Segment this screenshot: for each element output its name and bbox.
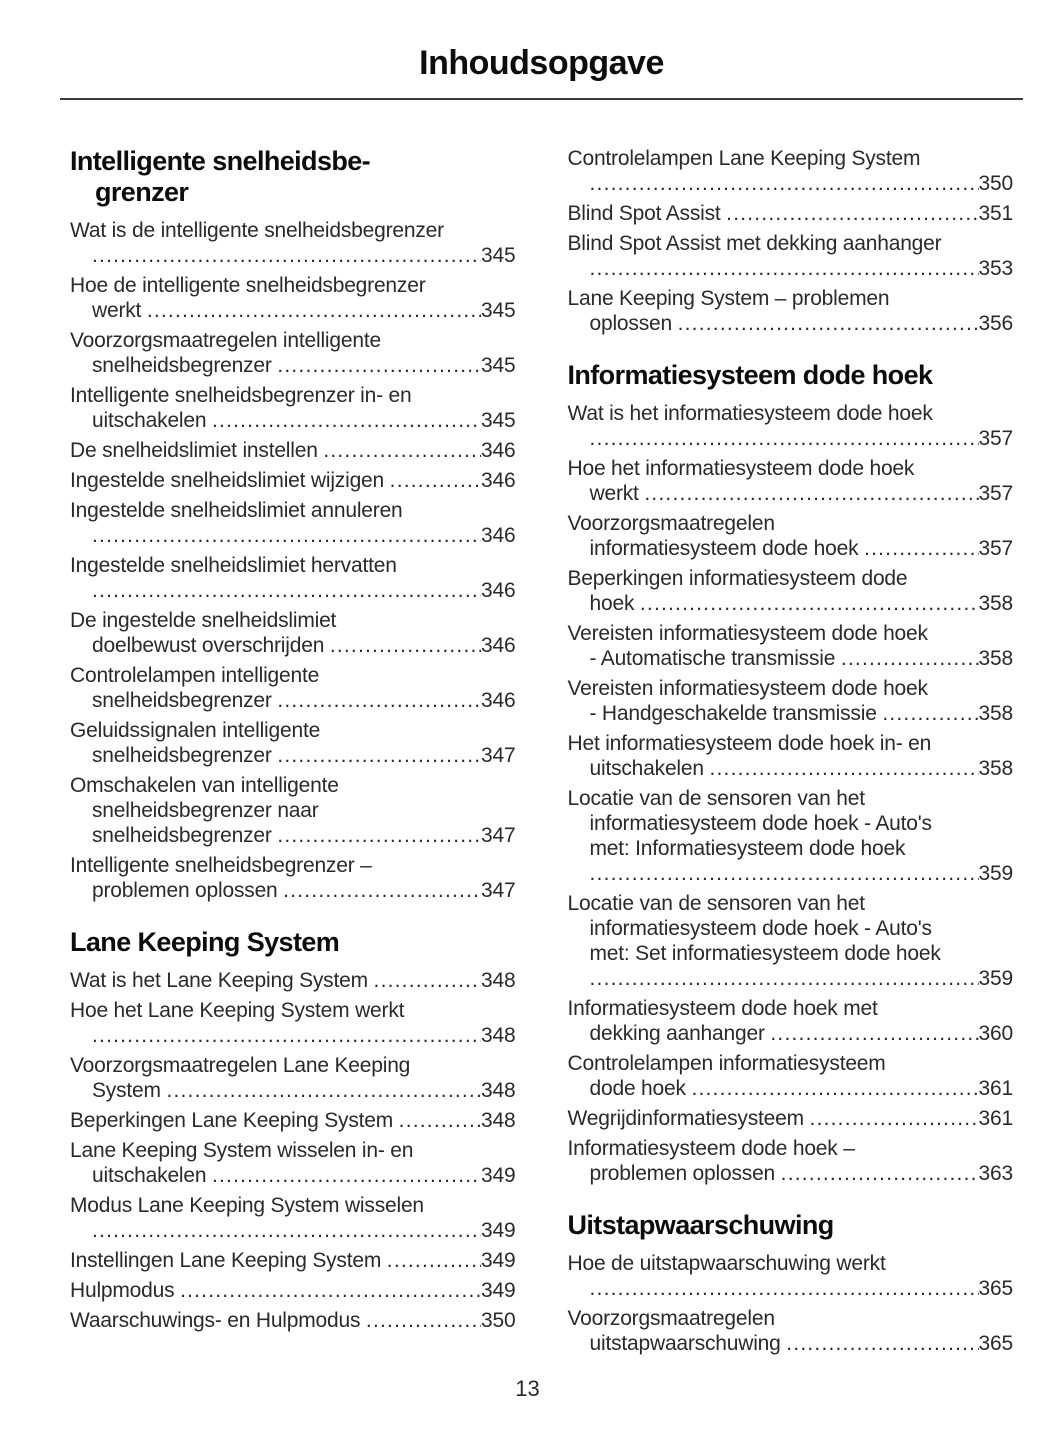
section-heading-line: Lane Keeping System [70, 927, 340, 957]
entry-text: snelheidsbegrenzer [92, 744, 278, 767]
entry-line: De ingestelde snelheidslimiet [70, 609, 337, 632]
page-number-ref: 350 [978, 172, 1013, 195]
entry-text: werkt [589, 482, 645, 505]
section-heading-line: grenzer [95, 177, 189, 207]
dot-leader [92, 1218, 481, 1243]
dot-leader [590, 1276, 979, 1301]
page-number-ref: 361 [978, 1077, 1013, 1100]
footer-page-number: 13 [515, 1376, 540, 1401]
page-number-ref: 346 [481, 579, 516, 602]
entry-last-line [568, 591, 1014, 616]
page-number-ref: 350 [481, 1309, 516, 1332]
toc-entry [568, 1051, 1014, 1101]
page-number-ref: 348 [481, 1079, 516, 1102]
toc-entry [568, 1306, 1014, 1356]
page-number-ref: 346 [481, 469, 516, 492]
section-heading [568, 1210, 1014, 1241]
toc-entry [568, 286, 1014, 336]
entry-last-line [70, 1278, 516, 1303]
toc-section [70, 927, 516, 1333]
entry-line: snelheidsbegrenzer naar [92, 799, 319, 822]
toc-columns [70, 146, 1013, 1361]
entry-text: De snelheidslimiet instellen [70, 439, 324, 462]
toc-entry [568, 891, 1014, 991]
page-number-ref: 360 [978, 1022, 1013, 1045]
dot-leader [864, 536, 978, 561]
dot-leader [644, 481, 978, 506]
entry-text: System [92, 1079, 167, 1102]
entry-last-line [568, 1276, 1014, 1301]
page-number-ref: 347 [481, 879, 516, 902]
toc-entry [568, 996, 1014, 1046]
dot-leader [277, 823, 481, 848]
page-number-ref: 348 [481, 1024, 516, 1047]
section-heading-line: Informatiesysteem dode hoek [567, 360, 933, 390]
page-number-ref: 347 [481, 824, 516, 847]
toc-entry [568, 231, 1014, 281]
toc-entry [70, 328, 516, 378]
section-heading [70, 927, 516, 958]
entry-text: snelheidsbegrenzer [92, 689, 278, 712]
page-number-ref: 346 [481, 439, 516, 462]
page-number-ref: 363 [978, 1162, 1013, 1185]
toc-entry [70, 1138, 516, 1188]
dot-leader [841, 646, 979, 671]
entry-text: - Handgeschakelde transmissie [589, 702, 883, 725]
entry-last-line [70, 823, 516, 848]
toc-entry [70, 273, 516, 323]
entry-last-line [568, 426, 1014, 451]
entry-last-line [70, 1218, 516, 1243]
entry-text: hoek [589, 592, 640, 615]
toc-entry [70, 1193, 516, 1243]
entry-line: Informatiesysteem dode hoek met [567, 997, 878, 1020]
toc-entry [568, 566, 1014, 616]
dot-leader [691, 1076, 978, 1101]
toc-entry [568, 786, 1014, 886]
toc-entry [70, 1053, 516, 1103]
page-number-ref: 358 [978, 702, 1013, 725]
entry-line: Voorzorgsmaatregelen intelligente [70, 329, 381, 352]
entry-text: Wegrijdinformatiesysteem [567, 1107, 810, 1130]
entry-line: Beperkingen informatiesysteem dode [567, 567, 908, 590]
entry-text: dode hoek [589, 1077, 692, 1100]
dot-leader [277, 353, 481, 378]
dot-leader [709, 756, 978, 781]
entry-line: Controlelampen informatiesysteem [567, 1052, 886, 1075]
dot-leader [678, 311, 979, 336]
page-number-ref: 347 [481, 744, 516, 767]
dot-leader [283, 878, 481, 903]
entry-last-line [568, 311, 1014, 336]
dot-leader [212, 408, 481, 433]
dot-leader [640, 591, 979, 616]
toc-entry [70, 438, 516, 463]
dot-leader [166, 1078, 481, 1103]
dot-leader [590, 426, 979, 451]
entry-text: Blind Spot Assist [567, 202, 727, 225]
entry-last-line [568, 1331, 1014, 1356]
dot-leader [590, 861, 979, 886]
dot-leader [277, 743, 481, 768]
entry-last-line [70, 408, 516, 433]
dot-leader [330, 633, 481, 658]
dot-leader [374, 968, 482, 993]
toc-entry [70, 498, 516, 548]
section-heading-line: Uitstapwaarschuwing [567, 1210, 834, 1240]
entry-last-line [568, 861, 1014, 886]
entry-line: Omschakelen van intelligente [70, 774, 339, 797]
entry-text: Beperkingen Lane Keeping System [70, 1109, 399, 1132]
entry-line: Geluidssignalen intelligente [70, 719, 321, 742]
entry-last-line [70, 878, 516, 903]
entry-line: Voorzorgsmaatregelen [567, 512, 775, 535]
entry-line: Voorzorgsmaatregelen [567, 1307, 775, 1330]
entry-text: Waarschuwings- en Hulpmodus [70, 1309, 366, 1332]
page-number-ref: 346 [481, 634, 516, 657]
entry-line: Vereisten informatiesysteem dode hoek [567, 622, 928, 645]
toc-entry [70, 773, 516, 848]
entry-last-line [70, 968, 516, 993]
dot-leader [882, 701, 978, 726]
toc-entry [568, 1251, 1014, 1301]
entry-last-line [70, 1308, 516, 1333]
dot-leader [590, 171, 979, 196]
entry-line: Modus Lane Keeping System wisselen [70, 1194, 424, 1217]
toc-entry [70, 1108, 516, 1133]
page-number-ref: 345 [481, 409, 516, 432]
toc-entry [568, 511, 1014, 561]
section-heading [70, 146, 516, 208]
page-number-ref: 345 [481, 299, 516, 322]
page-number-ref: 357 [978, 482, 1013, 505]
entry-last-line [568, 1021, 1014, 1046]
entry-line: Hoe het informatiesysteem dode hoek [567, 457, 915, 480]
toc-column [70, 146, 516, 1361]
entry-last-line [70, 1078, 516, 1103]
entry-last-line [70, 1248, 516, 1273]
dot-leader [277, 688, 481, 713]
toc-entry [70, 718, 516, 768]
toc-entry [70, 998, 516, 1048]
entry-last-line [70, 298, 516, 323]
entry-line: Locatie van de sensoren van het [567, 787, 865, 810]
page-number-ref: 345 [481, 244, 516, 267]
toc-entry [568, 201, 1014, 226]
dot-leader [590, 966, 979, 991]
page-number-ref: 349 [481, 1219, 516, 1242]
page-number-ref: 349 [481, 1279, 516, 1302]
page-number-ref: 358 [978, 592, 1013, 615]
entry-text: Ingestelde snelheidslimiet wijzigen [70, 469, 390, 492]
dot-leader [180, 1278, 481, 1303]
title-divider [60, 98, 1023, 100]
entry-text: uitschakelen [92, 409, 212, 432]
entry-line: Controlelampen intelligente [70, 664, 320, 687]
page-number-ref: 357 [978, 427, 1013, 450]
page-number-ref: 359 [978, 967, 1013, 990]
toc-entry [70, 1278, 516, 1303]
entry-last-line [568, 1076, 1014, 1101]
page-number-ref: 351 [978, 202, 1013, 225]
entry-last-line [70, 1108, 516, 1133]
entry-last-line [568, 171, 1014, 196]
entry-text: uitschakelen [589, 757, 710, 780]
toc-entry [70, 1308, 516, 1333]
entry-line: Hoe de intelligente snelheidsbegrenzer [70, 274, 426, 297]
toc-entry [568, 1106, 1014, 1131]
page-number-ref: 365 [978, 1277, 1013, 1300]
entry-last-line [568, 481, 1014, 506]
entry-last-line [568, 646, 1014, 671]
page-number-ref: 346 [481, 689, 516, 712]
entry-last-line [70, 578, 516, 603]
entry-line: Wat is het informatiesysteem dode hoek [567, 402, 933, 425]
dot-leader [770, 1021, 978, 1046]
page-title: Inhoudsopgave [419, 44, 664, 82]
dot-leader [323, 438, 481, 463]
entry-text: Wat is het Lane Keeping System [70, 969, 374, 992]
entry-last-line [70, 353, 516, 378]
entry-line: Wat is de intelligente snelheidsbegrenzer [70, 219, 444, 242]
toc-entry [70, 663, 516, 713]
entry-text: snelheidsbegrenzer [92, 354, 278, 377]
toc-entry [568, 401, 1014, 451]
entry-last-line [70, 743, 516, 768]
toc-entry [568, 1136, 1014, 1186]
entry-text: dekking aanhanger [589, 1022, 771, 1045]
page-number-ref: 356 [978, 312, 1013, 335]
dot-leader [92, 1023, 481, 1048]
section-heading [568, 360, 1014, 391]
entry-line: Hoe de uitstapwaarschuwing werkt [567, 1252, 886, 1275]
dot-leader [147, 298, 481, 323]
toc-entry [70, 1248, 516, 1273]
entry-text: oplossen [589, 312, 678, 335]
dot-leader [366, 1308, 481, 1333]
entry-line: met: Informatiesysteem dode hoek [589, 837, 906, 860]
entry-line: informatiesysteem dode hoek - Auto's [589, 812, 932, 835]
dot-leader [726, 201, 978, 226]
dot-leader [399, 1108, 481, 1133]
toc-entry [70, 968, 516, 993]
entry-line: Locatie van de sensoren van het [567, 892, 865, 915]
entry-line: Ingestelde snelheidslimiet hervatten [70, 554, 397, 577]
dot-leader [92, 243, 481, 268]
dot-leader [92, 578, 481, 603]
entry-last-line [70, 1023, 516, 1048]
entry-text: Instellingen Lane Keeping System [70, 1249, 387, 1272]
entry-text: informatiesysteem dode hoek [589, 537, 865, 560]
entry-line: Controlelampen Lane Keeping System [567, 147, 921, 170]
toc-entry [568, 456, 1014, 506]
page-number-ref: 359 [978, 862, 1013, 885]
entry-last-line [70, 633, 516, 658]
entry-line: informatiesysteem dode hoek - Auto's [589, 917, 932, 940]
toc-section [568, 1210, 1014, 1356]
entry-line: Intelligente snelheidsbegrenzer in- en [70, 384, 412, 407]
entry-text: snelheidsbegrenzer [92, 824, 278, 847]
entry-line: Intelligente snelheidsbegrenzer – [70, 854, 372, 877]
page-number-ref: 348 [481, 969, 516, 992]
page-number-ref: 353 [978, 257, 1013, 280]
entry-line: Blind Spot Assist met dekking aanhanger [567, 232, 942, 255]
toc-section [568, 146, 1014, 336]
toc-section [568, 360, 1014, 1186]
dot-leader [390, 468, 481, 493]
entry-last-line [568, 966, 1014, 991]
entry-last-line [70, 438, 516, 463]
dot-leader [590, 256, 979, 281]
entry-text: werkt [92, 299, 147, 322]
toc-entry [70, 383, 516, 433]
entry-line: Ingestelde snelheidslimiet annuleren [70, 499, 403, 522]
toc-entry [70, 553, 516, 603]
page-number-ref: 348 [481, 1109, 516, 1132]
page-number-ref: 345 [481, 354, 516, 377]
entry-last-line [70, 523, 516, 548]
entry-last-line [568, 1161, 1014, 1186]
entry-line: Het informatiesysteem dode hoek in- en [567, 732, 932, 755]
entry-last-line [70, 1163, 516, 1188]
toc-entry [568, 621, 1014, 671]
toc-entry [70, 468, 516, 493]
entry-text: uitstapwaarschuwing [589, 1332, 787, 1355]
page-number-ref: 358 [978, 647, 1013, 670]
page-number-ref: 357 [978, 537, 1013, 560]
page-number-ref: 358 [978, 757, 1013, 780]
entry-line: met: Set informatiesysteem dode hoek [589, 942, 941, 965]
entry-text: problemen oplossen [92, 879, 284, 902]
entry-last-line [70, 243, 516, 268]
dot-leader [92, 523, 481, 548]
entry-line: Informatiesysteem dode hoek – [567, 1137, 855, 1160]
entry-line: Vereisten informatiesysteem dode hoek [567, 677, 928, 700]
entry-last-line [568, 701, 1014, 726]
entry-last-line [568, 201, 1014, 226]
page-number-ref: 361 [978, 1107, 1013, 1130]
dot-leader [212, 1163, 481, 1188]
toc-column [568, 146, 1014, 1361]
entry-last-line [568, 756, 1014, 781]
dot-leader [387, 1248, 481, 1273]
page-number-ref: 349 [481, 1164, 516, 1187]
toc-entry [568, 146, 1014, 196]
entry-last-line [568, 256, 1014, 281]
section-heading-line: Intelligente snelheidsbe- [70, 146, 371, 176]
toc-entry [568, 676, 1014, 726]
entry-text: uitschakelen [92, 1164, 212, 1187]
page-number-ref: 365 [978, 1332, 1013, 1355]
dot-leader [781, 1161, 979, 1186]
entry-line: Hoe het Lane Keeping System werkt [70, 999, 405, 1022]
entry-last-line [568, 536, 1014, 561]
toc-entry [70, 853, 516, 903]
entry-line: Voorzorgsmaatregelen Lane Keeping [70, 1054, 411, 1077]
entry-line: Lane Keeping System – problemen [567, 287, 890, 310]
toc-entry [70, 218, 516, 268]
toc-entry [568, 731, 1014, 781]
toc-entry [70, 608, 516, 658]
entry-text: Hulpmodus [70, 1279, 181, 1302]
entry-text: problemen oplossen [589, 1162, 781, 1185]
toc-section [70, 146, 516, 903]
entry-text: doelbewust overschrijden [92, 634, 330, 657]
page-number-ref: 346 [481, 524, 516, 547]
entry-last-line [70, 468, 516, 493]
entry-last-line [70, 688, 516, 713]
entry-text: - Automatische transmissie [589, 647, 841, 670]
dot-leader [786, 1331, 978, 1356]
page-number-ref: 349 [481, 1249, 516, 1272]
dot-leader [810, 1106, 979, 1131]
entry-line: Lane Keeping System wisselen in- en [70, 1139, 414, 1162]
entry-last-line [568, 1106, 1014, 1131]
